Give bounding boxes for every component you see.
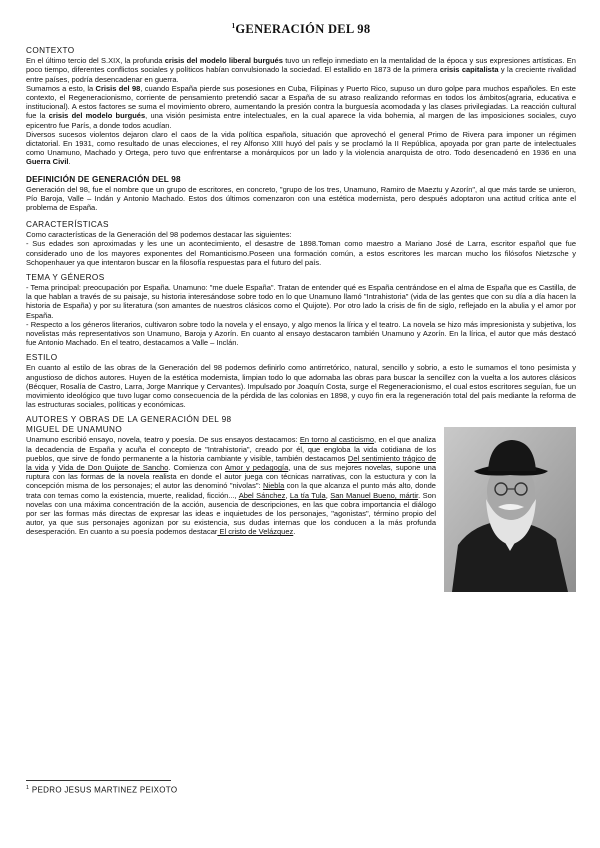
caracteristicas-intro: Como características de la Generación del 98 podemos destacar las siguientes: (26, 230, 292, 240)
autores-section (26, 415, 576, 536)
contexto-paragraph-1: En el último tercio del S.XIX, la profunda crisis del modelo liberal burgués tuvo un reflejo inmediato en la mentalidad de la época y sus expresiones artísticas. En poco tiempo, diferentes conflictos sociales y políticos habían convulsionado la sociedad. El estallido en 1873 de la primera crisis capitalista y la creciente rivalidad entre países, podría desencadenar en guerra. (26, 56, 576, 84)
footnote: $^1$ PEDRO JESUS MARTINEZ PEIXOTO (26, 785, 178, 795)
document-page (26, 22, 576, 537)
section-heading-caracteristicas: CARACTERÍSTICAS (26, 220, 109, 230)
unamuno-paragraph: Unamuno escribió ensayo, novela, teatro y poesía. De sus ensayos destacamos: En torno al casticismo, en el que analiza la decadencia de España y acuña el concepto de "Intrahistoria", creado por él, que engloba la vida cotidiana de los pueblos, que sirve de fondo permanente a la historia cambiante y visible, también destacamos Del sentimiento trágico de la vida y Vida de Don Quijote de Sancho. Comienza con Amor y pedagogía, una de sus mejores novelas, supone una ruptura con las formas de la novela realista en donde el autor juega con técnicas narrativas, con la estuctura y con la concepción misma de los personajes; el autor las denominó "nivolas": Niebla con la que alcanza el punto más alto, donde trata con temas como la existencia, muerte, realidad, ficción..., Abel Sánchez, La tía Tula, San Manuel Bueno, mártir. Son novelas con una máxima concentración de la acción, ausencia de descripciones, en las que cobra importancia el diálogo por ser las formas más directas de expresar las ideas e inquietudes de los personajes, "agonistas", término propio del autor, ya que sus personajes agonizan por su existencia, sus dudas internas que los conducen a la más profunda desesperación. En cuanto a su poesía podemos destacar El cristo de Velázquez. (26, 435, 437, 537)
work-title: El cristo de Velázquez (217, 527, 294, 537)
author-heading-unamuno: MIGUEL DE UNAMUNO (26, 425, 123, 435)
temas-item-1: - Tema principal: preocupación por España. Unamuno: "me duele España". Tratan de entender qué es España centrándose en el alma de España que es Castilla, de la que hablan a través de su paisaje, su historia interesándose sobre todo en lo que Unamuno llamó "Intrahistoria" (vida de las gentes que con su día a día hacen la historia de España) y por su literatura (son amantes de nuestros clásicos como el Quijote). Por otro lado la crisis de fin de siglo, reflejado en la abulia y el amor por España. (26, 283, 576, 320)
work-title: Abel Sánchez (238, 490, 286, 500)
contexto-paragraph-2: Sumamos a esto, la Crisis del 98, cuando España pierde sus posesiones en Cuba, Filipinas y Puerto Rico, supuso un duro golpe para muchos españoles. En este contexto, el Regeneracionismo, corriente de pensamiento pretendió sacar a España de su atraso realizando reformas en todos los ámbitos(agraria, educativa e institucional). A estos factores se suma el movimiento obrero, aumentando la presión contra la burguesía acomodada y las clases privilegiadas. La reacción cultural fue la crisis del modelo burgués, una visión pesimista entre intelectuales, en la cual aparece la vida bohemia, al margen de las imposiciones sociales, cuyo epicentro fue París, a donde todos acudían. (26, 83, 576, 130)
definicion-paragraph: Generación del 98, fue el nombre que un grupo de escritores, en concreto, "grupo de los tres, Unamuno, Ramiro de Maeztu y Azorín", al que más tarde se unieron, Pío Baroja, Valle – Indán y Antonio Machado. Estos dos últimos comenzaron con una estética modernista, pero después adoptaron una actitud crítica ante el problema de España. (26, 184, 576, 212)
work-title: Niebla (262, 481, 285, 491)
caracteristicas-item: - Sus edades son aproximadas y les une un acontecimiento, el desastre de 1898.Toman como maestro a Mariano José de Larra, escritor español que fue considerado uno de los mayores exponentes del Romanticismo.Poseen una formación común, a estos escritores les marcan mucho los filósofos Nietzsche y Schopenhauer ya que intentaron buscar en la filosofía respuestas para el futuro del país. (26, 239, 576, 267)
contexto-paragraph-3: Diversos sucesos violentos dejaron claro el caos de la vida política española, situación que aprovechó el general Primo de Rivera para imponer un régimen dictatorial. En 1931, como resultado de unas elecciones, el rey Alfonso XIII huyó del país y se proclamó la II República, apoyada por gran parte de intelectuales como Unamuno, Machado y Ortega, pero tuvo que enfrentarse a monárquicos por un lado y la violencia anarquista de otro. Todo desencadenó en 1936 en una Guerra Civil. (26, 129, 576, 167)
title-text: GENERACIÓN DEL 98 (235, 22, 371, 37)
temas-item-2: - Respecto a los géneros literarios, cultivaron sobre todo la novela y el ensayo, y algo menos la lírica y el teatro. La novela se hizo más impresionista y subjetiva, los novelistas más representativos son Unamuno, Baroja y Azorín. En cuanto al ensayo destacaron también Unamuno y Azorín. En la lírica, el autor que más destacó fue Antonio Machado. En el teatro, destacamos a Valle – Inclán. (26, 319, 576, 348)
work-title: Del sentimiento trágico de la vida (26, 453, 436, 473)
section-heading-definicion: DEFINICIÓN DE GENERACIÓN DEL 98 (26, 174, 181, 184)
work-title: Amor y pedagogía (225, 463, 289, 473)
work-title: En torno al casticismo (299, 435, 375, 445)
estilo-paragraph: En cuanto al estilo de las obras de la Generación del 98 podemos definirlo como antirretórico, natural, sencillo y sobrio, a esto le sumamos el tono pesimista y angustioso de dichos autores. Huyen de la estética modernista, limpian todo lo que adornaba las obras para buscar la sencillez con la vuelta a los autores clásicos (Bécquer, Rosalía de Castro, Larra, Jorge Manrique y Cervantes). Impulsado por Joaquín Costa, surge el Regeneracionismo, el cual estos escritores seguían, fue un movimiento ideológico que tuvo lugar como consecuencia de la pérdida de las colonias en 1898, y cuyo fin era la regeneración total del país mediante la reforma de las estructuras sociales, políticas y económicas. (26, 363, 576, 410)
document-title (26, 22, 576, 37)
footnote-ref: 1 (231, 22, 236, 30)
section-heading-estilo: ESTILO (26, 353, 58, 363)
work-title: La tía Tula (289, 490, 326, 500)
section-heading-contexto: CONTEXTO (26, 46, 75, 56)
section-heading-autores: AUTORES Y OBRAS DE LA GENERACIÓN DEL 98 (26, 415, 232, 425)
unamuno-portrait-photo (444, 427, 576, 592)
footnote-text: PEDRO JESUS MARTINEZ PEIXOTO (31, 785, 178, 795)
work-title: Vida de Don Quijote de Sancho (58, 463, 169, 473)
work-title: San Manuel Bueno, mártir (330, 490, 419, 500)
section-heading-temas: TEMA Y GÉNEROS (26, 273, 105, 283)
footnote-divider (26, 780, 171, 781)
